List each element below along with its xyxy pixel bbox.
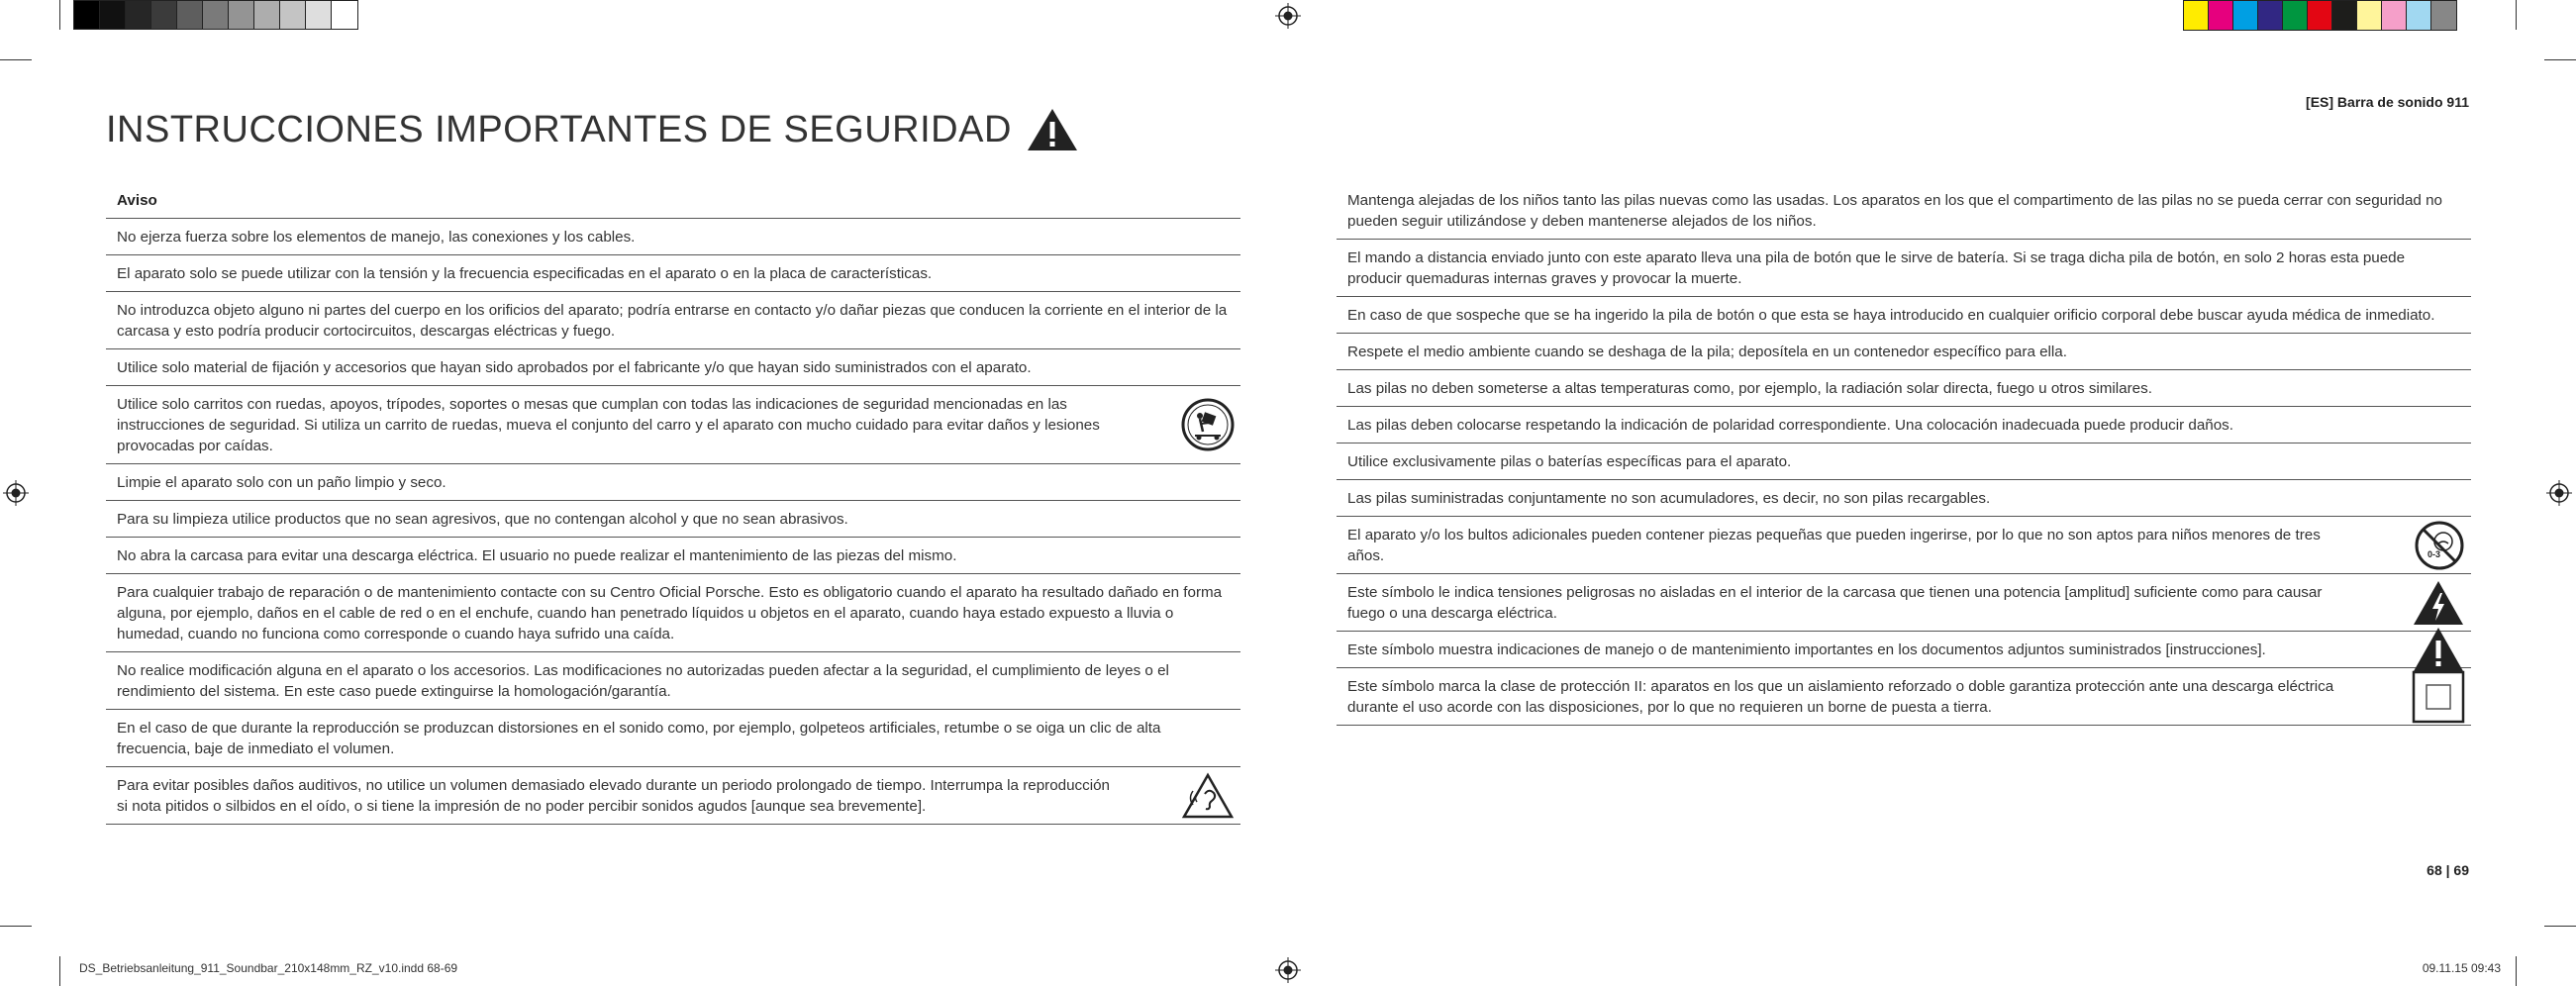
row-text: Para su limpieza utilice productos que no sean agresivos, que no contengan alcohol y que no sean abrasivos.	[117, 511, 848, 528]
table-row	[106, 538, 1240, 574]
table-row	[106, 710, 1240, 767]
row-text: Para cualquier trabajo de reparación o de mantenimiento contacte con su Centro Oficial Porsche. Esto es obligatorio cuando el aparato ha resultado dañado en forma alguna, por ejemplo, daños en el cable de red o en el enchufe, cuando han penetrado líquidos u objetos en el aparato, cuando haya estado expuesto a lluvia o humedad, cuando no funciona como corresponde o cuando haya sufrido una caída.	[117, 584, 1223, 642]
crop-mark	[59, 0, 60, 30]
crop-mark	[2516, 0, 2517, 30]
row-text: Las pilas deben colocarse respetando la indicación de polaridad correspondiente. Una colocación inadecuada puede producir daños.	[1347, 417, 2233, 434]
registration-mark-icon	[1275, 957, 1301, 983]
crop-mark	[0, 59, 32, 60]
table-row	[1337, 668, 2471, 726]
table-row	[1337, 480, 2471, 517]
page-numbers: 68 | 69	[2427, 862, 2469, 878]
row-text: El mando a distancia enviado junto con este aparato lleva una pila de botón que le sirve de batería. Si se traga dicha pila de botón, en solo 2 horas esta puede producir quemaduras internas graves y provocar la muerte.	[1347, 249, 2406, 287]
table-row	[1337, 574, 2471, 632]
row-text: El aparato y/o los bultos adicionales pueden contener piezas pequeñas que pueden ingerirse, por lo que no son aptos para niños menores de tres años.	[1347, 527, 2321, 564]
color-swatch-bar	[2183, 0, 2457, 31]
table-row	[1337, 334, 2471, 370]
row-text: Las pilas suministradas conjuntamente no son acumuladores, es decir, no son pilas recargables.	[1347, 490, 1991, 507]
color-swatch	[2431, 1, 2456, 30]
table-row	[106, 292, 1240, 349]
crop-mark	[2544, 59, 2576, 60]
row-text: Respete el medio ambiente cuando se deshaga de la pila; deposítela en un contenedor específico para ella.	[1347, 344, 2067, 360]
color-swatch	[2382, 1, 2407, 30]
gray-swatch	[229, 1, 254, 29]
row-text: Utilice exclusivamente pilas o baterías específicas para el aparato.	[1347, 453, 1792, 470]
table-row	[1337, 517, 2471, 574]
table-row	[106, 574, 1240, 652]
row-text: El aparato solo se puede utilizar con la tensión y la frecuencia especificadas en el aparato o en la placa de características.	[117, 265, 933, 282]
color-swatch	[2258, 1, 2283, 30]
running-head: [ES] Barra de sonido 911	[2306, 94, 2469, 110]
hearing-damage-icon	[1181, 772, 1235, 820]
table-row	[1337, 407, 2471, 444]
table-heading	[106, 188, 1240, 219]
gray-swatch	[254, 1, 280, 29]
gray-swatch-bar	[73, 0, 358, 30]
row-text: No realice modificación alguna en el aparato o los accesorios. Las modificaciones no autorizadas pueden afectar a la seguridad, el cumplimiento de leyes o el rendimiento del sistema. En este caso puede extinguirse la homologación/garantía.	[117, 662, 1169, 700]
crop-mark	[2516, 956, 2517, 986]
gray-swatch	[280, 1, 306, 29]
gray-swatch	[203, 1, 229, 29]
age-0-3-warning-icon	[2414, 520, 2465, 571]
table-row	[1337, 240, 2471, 297]
color-swatch	[2283, 1, 2308, 30]
color-swatch	[2184, 1, 2209, 30]
crop-mark	[0, 926, 32, 927]
color-swatch	[2407, 1, 2431, 30]
gray-swatch	[100, 1, 126, 29]
warning-triangle-icon	[1026, 107, 1079, 152]
row-text: Este símbolo muestra indicaciones de manejo o de mantenimiento importantes en los documentos adjuntos suministrados [instrucciones].	[1347, 641, 2266, 658]
row-text: Este símbolo le indica tensiones peligrosas no aisladas en el interior de la carcasa que tienen una potencia [amplitud] suficiente como para causar fuego o una descarga eléctrica.	[1347, 584, 2323, 622]
registration-mark-icon	[3, 480, 29, 506]
table-row	[106, 349, 1240, 386]
gray-swatch	[332, 1, 357, 29]
cart-tipover-icon	[1181, 398, 1235, 451]
color-swatch	[2357, 1, 2382, 30]
safety-table-right	[1337, 188, 2471, 726]
row-text: No ejerza fuerza sobre los elementos de manejo, las conexiones y los cables.	[117, 229, 636, 246]
table-row	[1337, 632, 2471, 668]
table-row	[1337, 370, 2471, 407]
color-swatch	[2233, 1, 2258, 30]
table-row	[106, 219, 1240, 255]
gray-swatch	[126, 1, 151, 29]
crop-mark	[2544, 926, 2576, 927]
file-slug: DS_Betriebsanleitung_911_Soundbar_210x148mm_RZ_v10.indd 68-69	[79, 961, 458, 975]
safety-table-left	[106, 188, 1240, 825]
heading-text: Aviso	[117, 192, 157, 209]
row-text: En caso de que sospeche que se ha ingerido la pila de botón o que esta se haya introducido en cualquier orificio corporal debe buscar ayuda médica de inmediato.	[1347, 307, 2435, 324]
gray-swatch	[306, 1, 332, 29]
table-row	[1337, 444, 2471, 480]
row-text: No introduzca objeto alguno ni partes del cuerpo en los orificios del aparato; podría entrarse en contacto y/o dañar piezas que conducen la corriente en el interior de la carcasa y esto podría producir cortocircuitos, descargas eléctricas y fuego.	[117, 302, 1228, 340]
gray-swatch	[177, 1, 203, 29]
row-text: Las pilas no deben someterse a altas temperaturas como, por ejemplo, la radiación solar directa, fuego u otros similares.	[1347, 380, 2152, 397]
print-date: 09.11.15 09:43	[2422, 961, 2501, 975]
color-swatch	[2332, 1, 2357, 30]
color-swatch	[2209, 1, 2233, 30]
table-row	[106, 386, 1240, 464]
table-row	[1337, 188, 2471, 240]
registration-mark-icon	[1275, 3, 1301, 29]
table-row	[1337, 297, 2471, 334]
crop-mark	[59, 956, 60, 986]
page-title	[106, 107, 1079, 152]
table-row	[106, 652, 1240, 710]
table-row	[106, 464, 1240, 501]
protection-class-2-icon	[2412, 670, 2465, 724]
row-text: Utilice solo material de fijación y accesorios que hayan sido aprobados por el fabricante y/o que hayan sido suministrados con el aparato.	[117, 359, 1032, 376]
exclamation-warning-icon	[2412, 626, 2465, 673]
registration-mark-icon	[2546, 480, 2572, 506]
row-text: En el caso de que durante la reproducción se produzcan distorsiones en el sonido como, por ejemplo, golpeteos artificiales, retumbe o se oiga un clic de alta frecuencia, baje de inmediato el volumen.	[117, 720, 1161, 757]
page-title-text: INSTRUCCIONES IMPORTANTES DE SEGURIDAD	[106, 108, 1012, 150]
age-range-label: 0-3	[2427, 548, 2441, 559]
row-text: Este símbolo marca la clase de protección II: aparatos en los que un aislamiento reforzado o doble garantiza protección ante una descarga eléctrica durante el uso acorde con las disposiciones, por lo que no requieren un borne de puesta a tierra.	[1347, 678, 2334, 716]
electric-shock-warning-icon	[2412, 579, 2465, 627]
row-text: No abra la carcasa para evitar una descarga eléctrica. El usuario no puede realizar el mantenimiento de las piezas del mismo.	[117, 547, 957, 564]
row-text: Utilice solo carritos con ruedas, apoyos, trípodes, soportes o mesas que cumplan con todas las indicaciones de seguridad mencionadas en las instrucciones de seguridad. Si utiliza un carrito de ruedas, mueva el conjunto del carro y el aparato con mucho cuidado para evitar daños y lesiones provocadas por caídas.	[117, 396, 1100, 454]
row-text: Mantenga alejadas de los niños tanto las pilas nuevas como las usadas. Los aparatos en los que el compartimento de las pilas no se pueda cerrar con seguridad no pueden seguir utilizándose y deben mantenerse alejados de los niños.	[1347, 192, 2442, 230]
gray-swatch	[151, 1, 177, 29]
row-text: Limpie el aparato solo con un paño limpio y seco.	[117, 474, 446, 491]
table-row	[106, 501, 1240, 538]
row-text: Para evitar posibles daños auditivos, no utilice un volumen demasiado elevado durante un periodo prolongado de tiempo. Interrumpa la reproducción si nota pitidos o silbidos en el oído, o si tiene la impresión de no poder percibir sonidos agudos [aunque sea brevemente].	[117, 777, 1111, 815]
color-swatch	[2308, 1, 2332, 30]
table-row	[106, 767, 1240, 825]
table-row	[106, 255, 1240, 292]
gray-swatch	[74, 1, 100, 29]
